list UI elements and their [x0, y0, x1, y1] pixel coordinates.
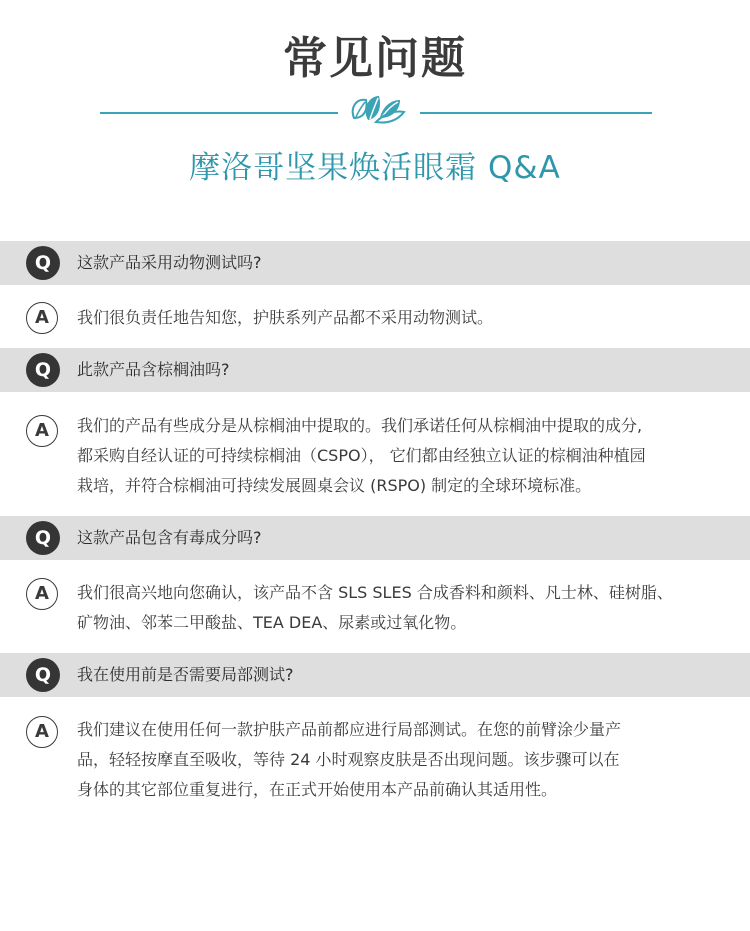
question-text: 这款产品包含有毒成分吗? [77, 528, 262, 547]
question-bar-3 [0, 516, 750, 560]
question-bar-1 [0, 241, 750, 285]
answer-line: 我们很高兴地向您确认，该产品不含 SLS SLES 合成香料和颜料、凡士林、硅树脂、 [77, 583, 673, 602]
question-text: 这款产品采用动物测试吗? [77, 253, 262, 272]
a-badge: A [26, 415, 58, 447]
leaf-icon [346, 88, 408, 130]
q-badge: Q [26, 521, 60, 555]
divider-right [420, 112, 652, 114]
answer-text [77, 715, 727, 805]
subtitle: 摩洛哥坚果焕活眼霜 Q&A [189, 150, 561, 186]
question-text: 我在使用前是否需要局部测试? [77, 665, 294, 684]
q-badge: Q [26, 658, 60, 692]
answer-line: 都采购自经认证的可持续棕榈油（CSPO）， 它们都由经独立认证的棕榈油种植园 [77, 446, 646, 465]
answer-line: 栽培，并符合棕榈油可持续发展圆桌会议 (RSPO) 制定的全球环境标准。 [77, 476, 592, 495]
answer-line: 我们建议在使用任何一款护肤产品前都应进行局部测试。在您的前臂涂少量产 [77, 720, 622, 739]
answer-line: 品，轻轻按摩直至吸收，等待 24 小时观察皮肤是否出现问题。该步骤可以在 [77, 750, 620, 769]
answer-line: 身体的其它部位重复进行，在正式开始使用本产品前确认其适用性。 [77, 780, 558, 799]
q-badge: Q [26, 246, 60, 280]
divider-left [100, 112, 338, 114]
page-title: 常见问题 [283, 33, 467, 84]
a-badge: A [26, 716, 58, 748]
a-badge: A [26, 302, 58, 334]
answer-line: 矿物油、邻苯二甲酸盐、TEA DEA、尿素或过氧化物。 [77, 613, 467, 632]
q-badge: Q [26, 353, 60, 387]
answer-text [77, 411, 727, 501]
answer-line: 我们的产品有些成分是从棕榈油中提取的。我们承诺任何从棕榈油中提取的成分, [77, 416, 643, 435]
question-bar-4 [0, 653, 750, 697]
answer-text [77, 303, 727, 333]
answer-line: 我们很负责任地告知您，护肤系列产品都不采用动物测试。 [77, 308, 494, 327]
question-bar-2 [0, 348, 750, 392]
a-badge: A [26, 578, 58, 610]
answer-text [77, 578, 727, 638]
question-text: 此款产品含棕榈油吗? [77, 360, 230, 379]
